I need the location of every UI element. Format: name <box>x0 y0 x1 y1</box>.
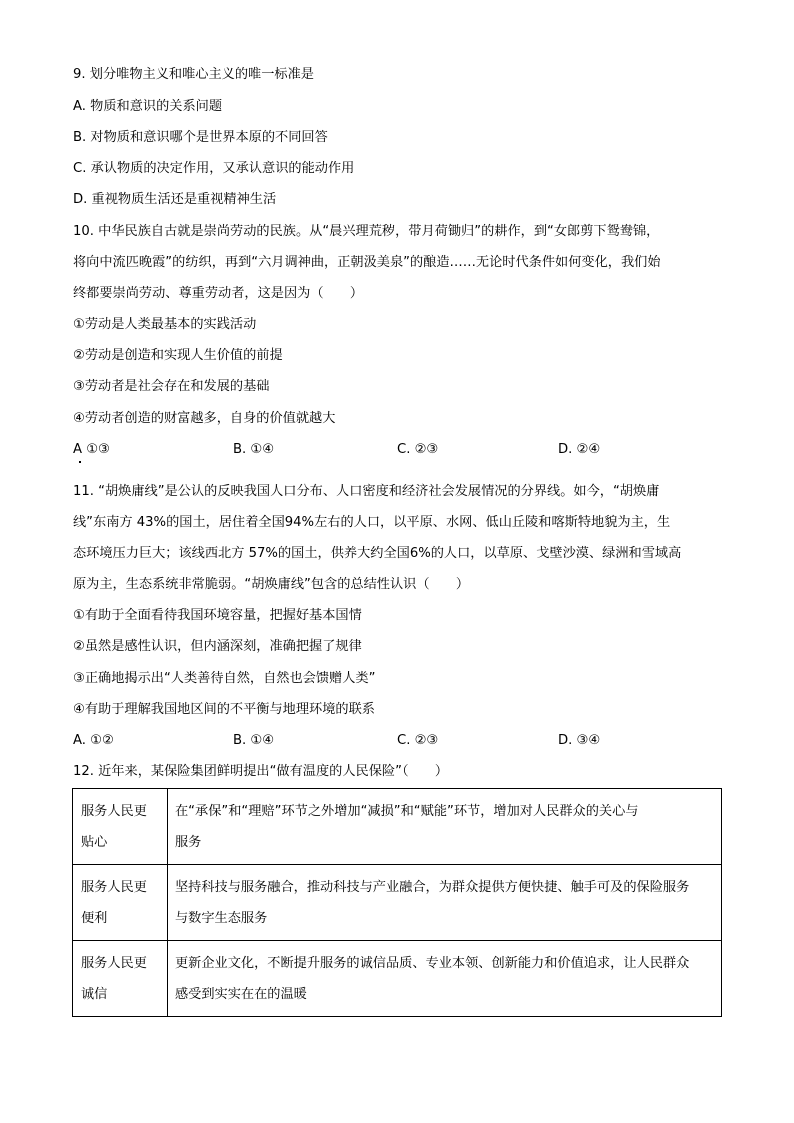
table-row <box>73 789 722 865</box>
q10-statement-4: ④劳动者创造的财富越多，自身的价值就越大 <box>73 411 336 426</box>
table-body-cell <box>168 789 722 865</box>
table-body-cell <box>168 941 722 1017</box>
q10-statement-1: ①劳动是人类最基本的实践活动 <box>73 317 257 332</box>
table-body-cell <box>168 865 722 941</box>
q10-statement-3: ③劳动者是社会存在和发展的基础 <box>73 379 270 394</box>
cell-line: 在“承保”和“理赔”环节之外增加“减损”和“赋能”环节，增加对人民群众的关心与 <box>175 804 639 819</box>
q11-statement-3: ③正确地揭示出“人类善待自然，自然也会馈赠人类” <box>73 671 376 686</box>
q9-stem: 9. 划分唯物主义和唯心主义的唯一标准是 <box>73 67 314 82</box>
stray-dot-mark <box>79 461 81 463</box>
table-head-cell <box>73 789 168 865</box>
q10-choice-a: A ①③ <box>73 442 110 457</box>
q12-material-table <box>72 788 722 1017</box>
q9-option-c: C. 承认物质的决定作用，又承认意识的能动作用 <box>73 161 355 176</box>
q11-stem-line-4: 原为主，生态系统非常脆弱。“胡焕庸线”包含的总结性认识（ ） <box>73 577 470 592</box>
q10-choice-b: B. ①④ <box>233 442 275 457</box>
cell-line: 服务人民更 <box>81 956 147 971</box>
q11-stem-line-2: 线”东南方 43%的国土，居住着全国94%左右的人口，以平原、水网、低山丘陵和喀斯特地貌为主，生 <box>73 515 671 530</box>
q11-choice-c: C. ②③ <box>397 733 439 748</box>
q10-stem-line-1: 10. 中华民族自古就是崇尚劳动的民族。从“晨兴理荒秽，带月荷锄归”的耕作，到“女郎剪下鸳鸯锦， <box>73 224 660 239</box>
q11-stem-line-1: 11. “胡焕庸线”是公认的反映我国人口分布、人口密度和经济社会发展情况的分界线。如今，“胡焕庸 <box>73 484 660 499</box>
q11-choice-d: D. ③④ <box>558 733 601 748</box>
cell-line: 贴心 <box>81 835 108 850</box>
q11-statement-4: ④有助于理解我国地区间的不平衡与地理环境的联系 <box>73 702 375 717</box>
q9-option-d: D. 重视物质生活还是重视精神生活 <box>73 192 277 207</box>
cell-line: 与数字生态服务 <box>175 911 268 926</box>
q11-statement-1: ①有助于全面看待我国环境容量，把握好基本国情 <box>73 608 362 623</box>
q10-stem-line-3: 终都要崇尚劳动、尊重劳动者，这是因为（ ） <box>73 286 364 301</box>
cell-line: 感受到实实在在的温暖 <box>175 987 307 1002</box>
q10-statement-2: ②劳动是创造和实现人生价值的前提 <box>73 348 283 363</box>
q9-option-b: B. 对物质和意识哪个是世界本原的不同回答 <box>73 130 328 145</box>
cell-line: 服务 <box>175 835 202 850</box>
cell-line: 诚信 <box>81 987 108 1002</box>
table-row <box>73 941 722 1017</box>
table-head-cell <box>73 865 168 941</box>
q10-choice-d: D. ②④ <box>558 442 601 457</box>
q12-stem: 12. 近年来，某保险集团鲜明提出“做有温度的人民保险”（ ） <box>73 764 449 779</box>
cell-line: 服务人民更 <box>81 880 147 895</box>
cell-line: 便利 <box>81 911 108 926</box>
q11-choice-a: A. ①② <box>73 733 114 748</box>
q10-stem-line-2: 将向中流匹晚霞”的纺织，再到“六月调神曲，正朝汲美泉”的酿造……无论时代条件如何变化，我们始 <box>73 255 661 270</box>
cell-line: 服务人民更 <box>81 804 147 819</box>
q11-statement-2: ②虽然是感性认识，但内涵深刻，准确把握了规律 <box>73 639 362 654</box>
table-head-cell <box>73 941 168 1017</box>
q9-option-a: A. 物质和意识的关系问题 <box>73 99 223 114</box>
q11-stem-line-3: 态环境压力巨大；该线西北方 57%的国土，供养大约全国6%的人口，以草原、戈壁沙漠、绿洲和雪域高 <box>73 546 682 561</box>
q11-choice-b: B. ①④ <box>233 733 275 748</box>
q10-choice-c: C. ②③ <box>397 442 439 457</box>
table-row <box>73 865 722 941</box>
cell-line: 更新企业文化，不断提升服务的诚信品质、专业本领、创新能力和价值追求，让人民群众 <box>175 956 690 971</box>
cell-line: 坚持科技与服务融合，推动科技与产业融合，为群众提供方便快捷、触手可及的保险服务 <box>175 880 690 895</box>
